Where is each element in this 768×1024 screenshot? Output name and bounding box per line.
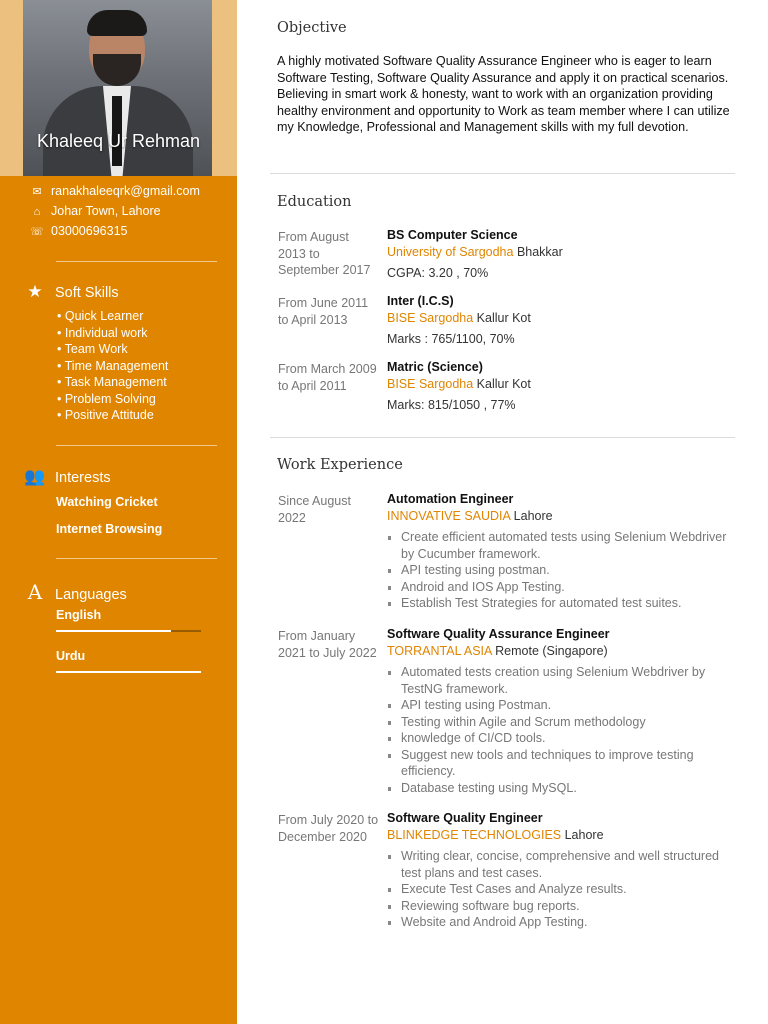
soft-skills-list [57,308,168,424]
job-duty: Android and IOS App Testing. [387,579,732,596]
sidebar-divider [56,261,217,262]
education-date: From August 2013 to September 2017 [278,230,371,277]
degree-title: Matric (Science) [387,360,483,374]
languages-heading: A Languages [24,580,127,604]
institute-name: BISE Sargodha [387,310,474,325]
soft-skill-item: • Individual work [57,325,148,340]
institute-name: University of Sargodha [387,244,514,259]
job-duty: Execute Test Cases and Analyze results. [387,881,732,898]
institute-location: Kallur Kot [476,376,531,391]
language-english: English [56,608,102,622]
sidebar-divider [56,558,217,559]
education-entry [387,293,732,348]
letter-a-icon: A [27,580,43,604]
soft-skill-item: • Quick Learner [57,309,144,323]
job-duty: Create efficient automated tests using Selenium Webdriver by Cucumber framework. [387,529,732,562]
objective-heading: Objective [277,20,347,36]
job-duty: Database testing using MySQL. [387,780,732,797]
job-duty: Automated tests creation using Selenium Webdriver by TestNG framework. [387,664,732,697]
job-duties [387,848,732,931]
envelope-icon: ✉ [32,186,42,198]
job-entry [387,626,732,796]
job-date: From January 2021 to July 2022 [278,629,377,660]
job-date: Since August 2022 [278,494,351,525]
job-role: Software Quality Assurance Engineer [387,627,610,641]
language-urdu: Urdu [56,649,86,663]
language-level-fill [56,671,201,673]
interests-heading: 👥 Interests [24,467,111,486]
job-duty: Reviewing software bug reports. [387,898,732,915]
sidebar-divider [56,445,217,446]
soft-skill-item: • Problem Solving [57,391,156,406]
job-duty: API testing using postman. [387,562,732,579]
company-name: TORRANTAL ASIA [387,643,492,658]
section-divider [270,437,735,438]
job-duty: Testing within Agile and Scrum methodology [387,714,732,731]
star-icon: ★ [27,282,43,301]
soft-skill-item: • Team Work [57,342,128,356]
section-divider [270,173,735,174]
soft-skills-heading: ★ Soft Skills [24,282,119,302]
education-result: Marks: 815/1050 , 77% [387,398,516,412]
job-date: From July 2020 to December 2020 [278,813,379,844]
interest-item: Internet Browsing [56,522,163,536]
education-date: From March 2009 to April 2011 [278,362,377,393]
education-date: From June 2011 to April 2013 [278,296,369,327]
objective-text: A highly motivated Software Quality Assurance Engineer who is eager to learn Software Testing, Software Quality Assurance and apply it on practical scenarios. Believing in smart work & honesty, want to work with an organization providing healthy environment and opportunity to Work as team member where I can utilize my Knowledge, Professional and Management skills with my full devotion. [277,54,730,135]
work-experience-heading: Work Experience [277,457,403,473]
contact-address: ⌂ Johar Town, Lahore [30,204,161,218]
education-heading: Education [277,194,352,210]
education-entry [387,227,732,282]
interest-item: Watching Cricket [56,495,158,509]
job-duties [387,664,732,796]
phone-icon: ☏ [30,226,44,238]
job-duty: Writing clear, concise, comprehensive and well structured test plans and test cases. [387,848,732,881]
home-icon: ⌂ [33,206,41,218]
language-level-fill [56,630,171,632]
job-entry [387,491,732,612]
soft-skill-item: • Time Management [57,358,169,373]
job-duty: Establish Test Strategies for automated test suites. [387,595,732,612]
education-result: Marks : 765/1100, 70% [387,332,515,346]
company-location: Remote (Singapore) [495,643,608,658]
institute-location: Kallur Kot [476,310,531,325]
company-name: BLINKEDGE TECHNOLOGIES [387,827,562,842]
company-location: Lahore [513,508,553,523]
job-role: Automation Engineer [387,492,514,506]
job-duty: API testing using Postman. [387,697,732,714]
people-icon: 👥 [24,467,46,486]
job-role: Software Quality Engineer [387,811,543,825]
education-result: CGPA: 3.20 , 70% [387,266,489,280]
language-level-bar [56,671,201,673]
soft-skill-item: • Task Management [57,375,167,389]
education-entry [387,359,732,414]
job-duty: knowledge of CI/CD tools. [387,730,732,747]
institute-location: Bhakkar [516,244,563,259]
degree-title: BS Computer Science [387,228,518,242]
language-level-bar [56,630,201,632]
institute-name: BISE Sargodha [387,376,474,391]
job-duties [387,529,732,612]
contact-email[interactable]: ✉ ranakhaleeqrk@gmail.com [30,184,200,198]
job-duty: Suggest new tools and techniques to improve testing efficiency. [387,747,732,780]
company-name: INNOVATIVE SAUDIA [387,508,511,523]
soft-skill-item: • Positive Attitude [57,408,154,422]
profile-name: Khaleeq Ur Rehman [36,131,201,151]
company-location: Lahore [564,827,604,842]
degree-title: Inter (I.C.S) [387,294,454,308]
job-entry [387,810,732,931]
contact-phone[interactable]: ☏ 03000696315 [30,224,128,238]
job-duty: Website and Android App Testing. [387,914,732,931]
